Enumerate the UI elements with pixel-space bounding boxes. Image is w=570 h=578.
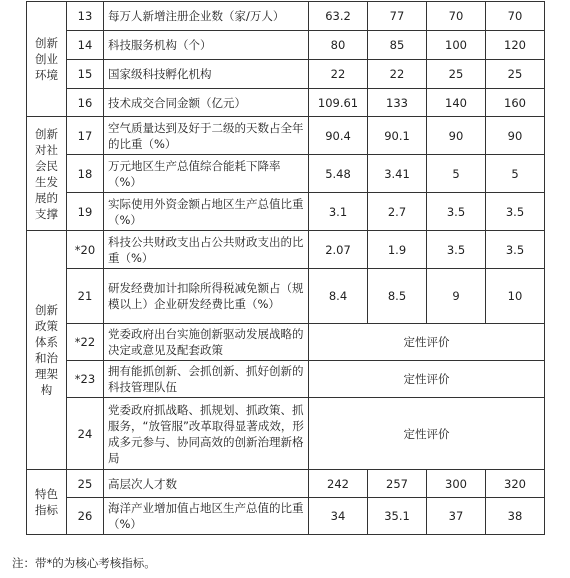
row-number: 21 (67, 269, 104, 324)
value-cell: 90 (486, 117, 545, 155)
table-row (27, 117, 545, 155)
row-number: *20 (67, 231, 104, 269)
indicator-name: 研发经费加计扣除所得税减免额占（规模以上）企业研发经费比重（%） (104, 269, 309, 324)
value-cell: 90.4 (309, 117, 368, 155)
value-cell: 5.48 (309, 155, 368, 193)
indicator-name: 拥有能抓创新、会抓创新、抓好创新的科技管理队伍 (104, 361, 309, 398)
row-number: 17 (67, 117, 104, 155)
qualitative-evaluation: 定性评价 (309, 361, 545, 398)
group-label: 创新 政策 体系 和治 理架 构 (35, 303, 58, 397)
value-cell: 320 (486, 470, 545, 498)
table-row (27, 269, 545, 324)
value-cell: 90.1 (368, 117, 427, 155)
value-cell: 35.1 (368, 498, 427, 535)
table-row (27, 193, 545, 231)
value-cell: 140 (427, 89, 486, 117)
row-number: 16 (67, 89, 104, 117)
table-row (27, 398, 545, 470)
value-cell: 257 (368, 470, 427, 498)
row-number: 19 (67, 193, 104, 231)
row-number: 13 (67, 2, 104, 31)
value-cell: 3.5 (427, 231, 486, 269)
value-cell: 25 (486, 60, 545, 89)
group-label: 特色 指标 (35, 487, 58, 517)
table-row (27, 324, 545, 361)
value-cell: 3.41 (368, 155, 427, 193)
group-special (27, 470, 67, 535)
group-label: 创新 对社 会民 生发 展的 支撑 (35, 126, 58, 221)
indicator-name: 空气质量达到及好于二级的天数占全年的比重（%） (104, 117, 309, 155)
value-cell: 38 (486, 498, 545, 535)
value-cell: 2.07 (309, 231, 368, 269)
row-number: 14 (67, 31, 104, 60)
indicator-name: 党委政府抓战略、抓规划、抓政策、抓服务，“放管服”改革取得显著成效，形成多元参与、协同高效的创新治理新格局 (104, 398, 309, 470)
indicator-name: 国家级科技孵化机构 (104, 60, 309, 89)
value-cell: 300 (427, 470, 486, 498)
value-cell: 133 (368, 89, 427, 117)
row-number: 15 (67, 60, 104, 89)
value-cell: 34 (309, 498, 368, 535)
value-cell: 22 (309, 60, 368, 89)
value-cell: 70 (486, 2, 545, 31)
value-cell: 80 (309, 31, 368, 60)
value-cell: 1.9 (368, 231, 427, 269)
indicator-name: 万元地区生产总值综合能耗下降率（%） (104, 155, 309, 193)
value-cell: 70 (427, 2, 486, 31)
indicator-name: 每万人新增注册企业数（家/万人） (104, 2, 309, 31)
row-number: 25 (67, 470, 104, 498)
row-number: *23 (67, 361, 104, 398)
table-row (27, 31, 545, 60)
value-cell: 85 (368, 31, 427, 60)
value-cell: 160 (486, 89, 545, 117)
value-cell: 77 (368, 2, 427, 31)
group-label: 创新 创业 环境 (35, 36, 58, 82)
value-cell: 9 (427, 269, 486, 324)
indicator-name: 党委政府出台实施创新驱动发展战略的决定或意见及配套政策 (104, 324, 309, 361)
table-row (27, 2, 545, 31)
indicator-name: 科技公共财政支出占公共财政支出的比重（%） (104, 231, 309, 269)
table-row (27, 89, 545, 117)
qualitative-evaluation: 定性评价 (309, 398, 545, 470)
qualitative-evaluation: 定性评价 (309, 324, 545, 361)
value-cell: 3.5 (486, 193, 545, 231)
row-number: 26 (67, 498, 104, 535)
table-row (27, 60, 545, 89)
indicator-table (26, 1, 545, 535)
value-cell: 3.5 (486, 231, 545, 269)
table-row (27, 498, 545, 535)
group-policy (27, 231, 67, 470)
group-startup-env (27, 2, 67, 117)
group-social-dev (27, 117, 67, 231)
value-cell: 8.5 (368, 269, 427, 324)
value-cell: 10 (486, 269, 545, 324)
indicator-name: 海洋产业增加值占地区生产总值的比重（%） (104, 498, 309, 535)
table-row (27, 231, 545, 269)
value-cell: 25 (427, 60, 486, 89)
value-cell: 5 (427, 155, 486, 193)
table-row (27, 361, 545, 398)
value-cell: 37 (427, 498, 486, 535)
value-cell: 22 (368, 60, 427, 89)
value-cell: 242 (309, 470, 368, 498)
table-row (27, 155, 545, 193)
value-cell: 5 (486, 155, 545, 193)
indicator-name: 技术成交合同金额（亿元） (104, 89, 309, 117)
row-number: *22 (67, 324, 104, 361)
row-number: 18 (67, 155, 104, 193)
value-cell: 120 (486, 31, 545, 60)
indicator-name: 实际使用外资金额占地区生产总值比重（%） (104, 193, 309, 231)
value-cell: 3.5 (427, 193, 486, 231)
value-cell: 3.1 (309, 193, 368, 231)
value-cell: 90 (427, 117, 486, 155)
row-number: 24 (67, 398, 104, 470)
value-cell: 100 (427, 31, 486, 60)
indicator-name: 科技服务机构（个） (104, 31, 309, 60)
value-cell: 109.61 (309, 89, 368, 117)
table-row (27, 470, 545, 498)
value-cell: 63.2 (309, 2, 368, 31)
footnote: 注：带*的为核心考核指标。 (12, 556, 156, 570)
indicator-name: 高层次人才数 (104, 470, 309, 498)
value-cell: 8.4 (309, 269, 368, 324)
value-cell: 2.7 (368, 193, 427, 231)
